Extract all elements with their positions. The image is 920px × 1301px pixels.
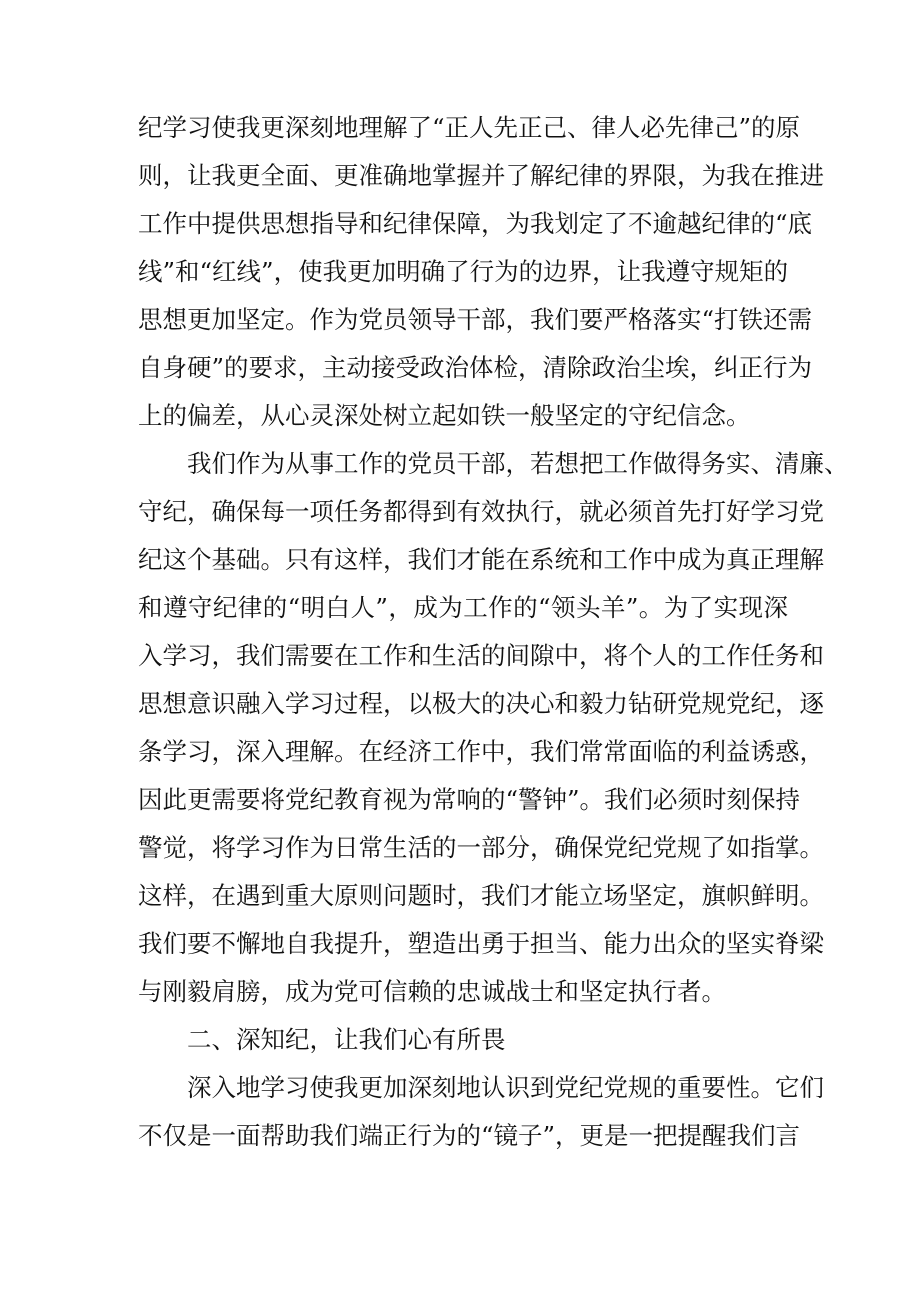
- text-line: 线”和“红线”，使我更加明确了行为的边界，让我遵守规矩的: [138, 257, 789, 286]
- text-line: 我们作为从事工作的党员干部，若想把工作做得务实、清廉、: [187, 449, 849, 478]
- text-line: 和遵守纪律的“明白人”，成为工作的“领头羊”。为了实现深: [138, 593, 788, 622]
- text-line: 深入地学习使我更加深刻地认识到党纪党规的重要性。它们: [187, 1073, 824, 1102]
- text-line: 因此更需要将党纪教育视为常响的“警钟”。我们必须时刻保持: [138, 785, 801, 814]
- text-line: 思想更加坚定。作为党员领导干部，我们要严格落实“打铁还需: [138, 305, 813, 334]
- text-line: 这样，在遇到重大原则问题时，我们才能立场坚定，旗帜鲜明。: [138, 881, 824, 910]
- text-line: 思想意识融入学习过程，以极大的决心和毅力钻研党规党纪，逐: [138, 689, 824, 718]
- text-line: 与刚毅肩膀，成为党可信赖的忠诚战士和坚定执行者。: [138, 977, 726, 1006]
- text-line: 入学习，我们需要在工作和生活的间隙中，将个人的工作任务和: [138, 641, 824, 670]
- text-line: 条学习，深入理解。在经济工作中，我们常常面临的利益诱惑，: [138, 737, 824, 766]
- text-line: 则，让我更全面、更准确地掌握并了解纪律的界限，为我在推进: [138, 161, 824, 190]
- text-line: 警觉，将学习作为日常生活的一部分，确保党纪党规了如指掌。: [138, 833, 824, 862]
- text-line: 自身硬”的要求，主动接受政治体检，清除政治尘埃，纠正行为: [138, 353, 813, 382]
- text-line: 不仅是一面帮助我们端正行为的“镜子”，更是一把提醒我们言: [138, 1121, 801, 1150]
- text-line: 工作中提供思想指导和纪律保障，为我划定了不逾越纪律的“底: [138, 209, 813, 238]
- text-line: 纪学习使我更深刻地理解了“正人先正己、律人必先律己”的原: [138, 113, 801, 142]
- text-line: 上的偏差，从心灵深处树立起如铁一般坚定的守纪信念。: [138, 401, 751, 430]
- section-heading: 二、深知纪，让我们心有所畏: [187, 1025, 506, 1054]
- text-line: 我们要不懈地自我提升，塑造出勇于担当、能力出众的坚实脊梁: [138, 929, 824, 958]
- text-line: 守纪，确保每一项任务都得到有效执行，就必须首先打好学习党: [138, 497, 824, 526]
- text-line: 纪这个基础。只有这样，我们才能在系统和工作中成为真正理解: [138, 545, 824, 574]
